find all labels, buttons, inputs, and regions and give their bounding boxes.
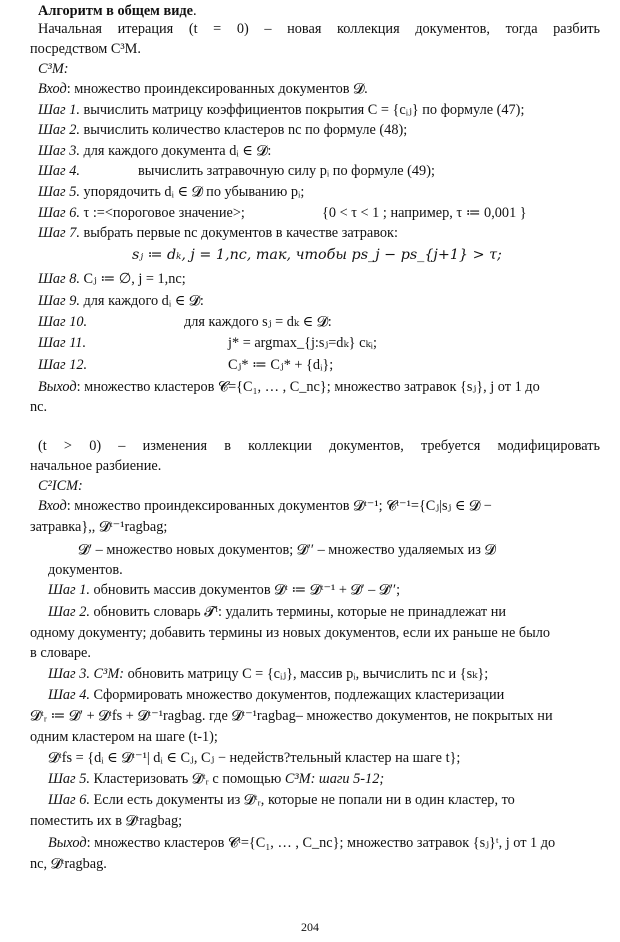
- c3m-step-1: Шаг 1. вычислить матрицу коэффициентов покрытия C = {cᵢⱼ} по формуле (47);: [38, 102, 525, 118]
- seed-formula: sⱼ ≔ dₖ, j = 1,nc, так, чтобы ps_j − ps_{j+1} > τ;: [132, 247, 502, 263]
- c2icm-input-line-2: затравка},, 𝓓ᵗ⁻¹ragbag;: [30, 519, 168, 535]
- c3m-output: Выход: множество кластеров 𝓒={C₁, … , C_nc}; множество затравок {sⱼ}, j от 1 до: [38, 379, 540, 395]
- c3m-step-6: Шаг 6. τ :=<пороговое значение>; {0 < τ < 1 ; например, τ ≔ 0,001 }: [38, 205, 527, 221]
- c3m-step-10: Шаг 10. для каждого sⱼ = dₖ ∈ 𝓓:: [38, 314, 332, 330]
- page-number: 204: [301, 920, 319, 934]
- c2icm-step-6-line-2: поместить их в 𝓓ᵗragbag;: [30, 813, 183, 829]
- incremental-intro-2: начальное разбиение.: [30, 458, 162, 474]
- c3m-title: C³M:: [38, 61, 69, 77]
- c2icm-sets: 𝓓′ – множество новых документов; 𝓓′′ – множество удаляемых из 𝓓: [78, 542, 496, 558]
- c2icm-step-5: Шаг 5. Кластеризовать 𝓓ᵗᵣ с помощью C³M: шаги 5-12;: [48, 771, 385, 787]
- c3m-step-11: Шаг 11. j* = argmax_{j:sⱼ=dₖ} cₖᵢ;: [38, 335, 377, 351]
- c3m-step-8: Шаг 8. Cⱼ ≔ ∅, j = 1,nc;: [38, 271, 186, 287]
- c2icm-step-6: Шаг 6. Если есть документы из 𝓓ᵗᵣ, которые не попали ни в один кластер, то: [48, 792, 515, 808]
- c2icm-step-1: Шаг 1. обновить массив документов 𝓓ᵗ ≔ 𝓓ᵗ⁻¹ + 𝓓′ – 𝓓′′;: [48, 582, 401, 598]
- c3m-step-4: Шаг 4. вычислить затравочную силу pᵢ по формуле (49);: [38, 163, 435, 179]
- c3m-step-7: Шаг 7. выбрать первые nc документов в качестве затравок:: [38, 225, 398, 241]
- c3m-step-2: Шаг 2. вычислить количество кластеров nc по формуле (48);: [38, 122, 408, 138]
- c2icm-step-4-line-3: одним кластером на шаге (t-1);: [30, 729, 218, 745]
- c2icm-sets-tail: документов.: [48, 562, 123, 578]
- c2icm-step-2-line-2: одному документу; добавить термины из новых документов, если их раньше не было: [30, 625, 551, 641]
- c2icm-step-4-line-2: 𝓓ᵗᵣ ≔ 𝓓′ + 𝓓ᵗfs + 𝓓ᵗ⁻¹ragbag. где 𝓓ᵗ⁻¹ragbag– множество документов, не покрытых ни: [30, 708, 553, 724]
- incremental-intro-1: (t > 0) – изменения в коллекции документов, требуется модифицировать: [38, 438, 600, 454]
- c3m-step-12: Шаг 12. Cⱼ* ≔ Cⱼ* + {dᵢ};: [38, 357, 334, 373]
- c2icm-step-4: Шаг 4. Сформировать множество документов, подлежащих кластеризации: [48, 687, 505, 703]
- c3m-input: Вход: множество проиндексированных документов 𝓓.: [38, 81, 368, 97]
- c3m-step-3: Шаг 3. для каждого документа dᵢ ∈ 𝓓:: [38, 143, 272, 159]
- c2icm-step-3: Шаг 3. C³M: обновить матрицу C = {cᵢⱼ}, массив pᵢ, вычислить nc и {sₖ};: [48, 666, 489, 682]
- c2icm-step-2-line-3: в словаре.: [30, 645, 91, 661]
- c2icm-step-4-line-4: 𝓓ᵗfs = {dᵢ ∈ 𝓓ᵗ⁻¹| dᵢ ∈ Cⱼ, Cⱼ − недейств?тельный кластер на шаге t};: [48, 750, 461, 766]
- c3m-output-tail: nc.: [30, 399, 48, 415]
- c2icm-title: C²ICM:: [38, 478, 83, 494]
- intro-line-2: посредством C³M.: [30, 41, 141, 57]
- c3m-step-5: Шаг 5. упорядочить dᵢ ∈ 𝓓 по убыванию pᵢ;: [38, 184, 305, 200]
- c2icm-output-tail: nc, 𝓓ᵗragbag.: [30, 856, 107, 872]
- c2icm-step-2: Шаг 2. обновить словарь 𝓣ᵗ: удалить термины, которые не принадлежат ни: [48, 604, 507, 620]
- c2icm-output: Выход: множество кластеров 𝓒ᵗ={C₁, … , C_nc}; множество затравок {sⱼ}ᵗ, j от 1 до: [48, 835, 556, 851]
- intro-line-1: Начальная итерация (t = 0) – новая коллекция документов, тогда разбить: [38, 21, 600, 37]
- c3m-step-9: Шаг 9. для каждого dᵢ ∈ 𝓓:: [38, 293, 204, 309]
- c2icm-input: Вход: множество проиндексированных документов 𝓓ᵗ⁻¹; 𝓒ᵗ⁻¹={Cⱼ|sⱼ ∈ 𝓓 −: [38, 498, 492, 514]
- section-heading: Алгоритм в общем виде.: [38, 3, 197, 19]
